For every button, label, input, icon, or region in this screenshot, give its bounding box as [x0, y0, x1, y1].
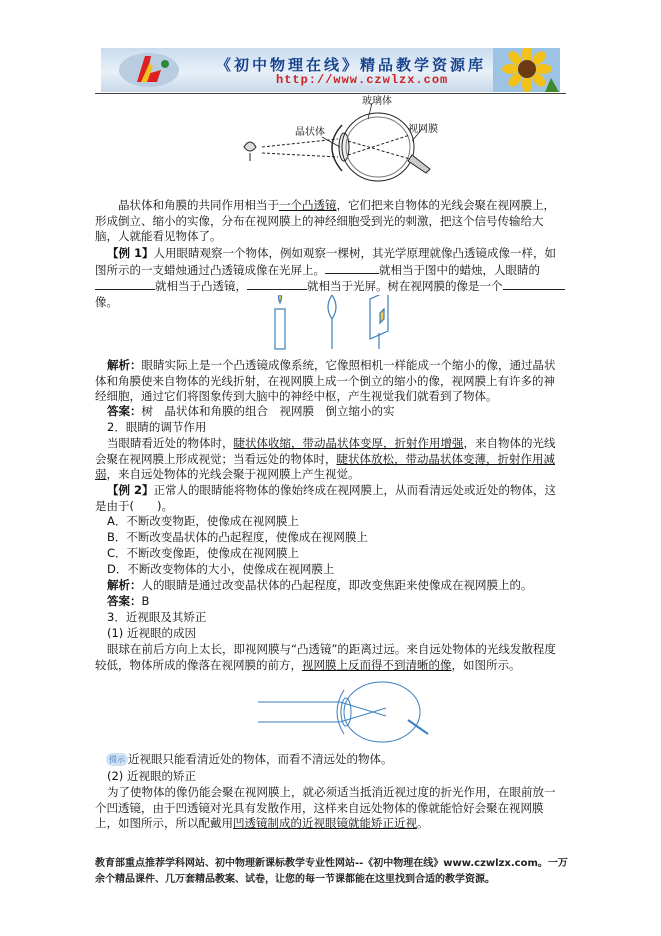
option-b: B．不断改变晶状体的凸起程度，使像成在视网膜上	[107, 530, 368, 544]
example-2-tag: 【例 2】	[107, 483, 154, 497]
label-retina: 视网膜	[408, 124, 438, 135]
subsection-cause: (1) 近视眼的成因	[107, 626, 196, 640]
tip-icon: 提示	[106, 753, 128, 766]
subsection-correction: (2) 近视眼的矫正	[107, 769, 196, 783]
paragraph-myopia-correction: 为了使物体的像仍能会聚在视网膜上，就必须适当抵消近视过度的折光作用，在眼前放一个凹透镜，由于凹透镜对光具有发散作用，这样来自远处物体的像就能恰好会聚在视网膜上，如图所示，所以配戴用凹透镜制成的近视眼镜就能矫正近视。	[95, 785, 556, 830]
answer-2: 答案：B	[107, 594, 150, 608]
paragraph-lens-function: 晶状体和角膜的共同作用相当于一个凸透镜，它们把来自物体的光线会聚在视网膜上，形成倒立、缩小的实像，分布在视网膜上的神经细胞受到光的刺激，把这个信号传输给大脑，人就能看见物体了。	[95, 198, 555, 243]
section-2-title: 2．眼睛的调节作用	[107, 420, 207, 434]
label-lens: 晶状体	[295, 127, 325, 138]
option-c: C．不断改变像距，使像成在视网膜上	[107, 546, 300, 560]
option-a: A．不断改变物距，使像成在视网膜上	[107, 514, 299, 528]
blank-3	[247, 278, 307, 290]
example-1: 【例 1】人用眼睛观察一个物体，例如观察一棵树，其光学原理就像凸透镜成像一样，如图所示的一支蜡烛通过凸透镜成像在光屏上。 就相当于图中的蜡烛，人眼睛的就相当于凸透镜， 就相当于光屏。树在视网膜的像是一个像。	[95, 246, 565, 310]
eye-anatomy-figure	[240, 95, 440, 193]
section-3-title: 3．近视眼及其矫正	[107, 610, 207, 624]
blank-2	[95, 278, 155, 290]
option-d: D．不断改变物体的大小，使像成在视网膜上	[107, 562, 335, 576]
myopia-eye-figure	[258, 680, 430, 746]
site-url[interactable]: http://www.czwlzx.com	[276, 73, 449, 87]
sunflower-icon	[493, 48, 560, 92]
paragraph-myopia-cause: 眼球在前后方向上太长，即视网膜与“凸透镜”的距离过远。来自远处物体的光线发散程度较低，物体所成的像落在视网膜的前方，视网膜上反而得不到清晰的像，如图所示。	[95, 642, 556, 672]
answer-1: 答案：树 晶状体和角膜的组合 视网膜 倒立缩小的实	[107, 404, 395, 418]
candle-lens-screen-figure	[262, 295, 422, 355]
paragraph-accommodation: 当眼睛看近处的物体时，睫状体收缩，带动晶状体变厚，折射作用增强，来自物体的光线会聚在视网膜上形成视觉；当看远处的物体时，睫状体放松，带动晶状体变薄，折射作用减弱，来自远处物体的光线会聚于视网膜上产生视觉。	[95, 436, 556, 481]
blank-1	[325, 262, 379, 274]
footer-note: 教育部重点推荐学科网站、初中物理新课标教学专业性网站--《初中物理在线》www.czwlzx.com。一万余个精品课件、几万套精品教案、试卷，让您的每一节课都能在这里找到合适的教学资源。	[95, 858, 568, 885]
logo-icon	[107, 50, 197, 90]
header-rule	[95, 93, 566, 94]
tip: 提示 近视眼只能看清近处的物体，而看不清远处的物体。	[106, 752, 566, 768]
example-2: 【例 2】正常人的眼睛能将物体的像始终成在视网膜上，从而看清远处或近处的物体，这是由于( )。	[95, 483, 557, 513]
analysis-1: 解析：眼睛实际上是一个凸透镜成像系统，它像照相机一样能成一个缩小的像，通过晶状体和角膜使来自物体的光线折射，在视网膜上成一个倒立的缩小的像，视网膜上有许多的神经细胞，通过它们将图象传到大脑中的神经中枢，产生视觉我们就看到了物体。	[95, 358, 556, 403]
header-banner	[101, 48, 560, 92]
analysis-2: 解析：人的眼睛是通过改变晶状体的凸起程度，即改变焦距来使像成在视网膜上的。	[107, 578, 533, 592]
label-vitreous: 玻璃体	[362, 96, 392, 107]
analysis-1-tag: 解析：	[107, 358, 142, 372]
blank-4	[503, 278, 565, 290]
site-title: 《初中物理在线》精品教学资源库	[216, 56, 487, 74]
example-1-tag: 【例 1】	[107, 246, 154, 260]
